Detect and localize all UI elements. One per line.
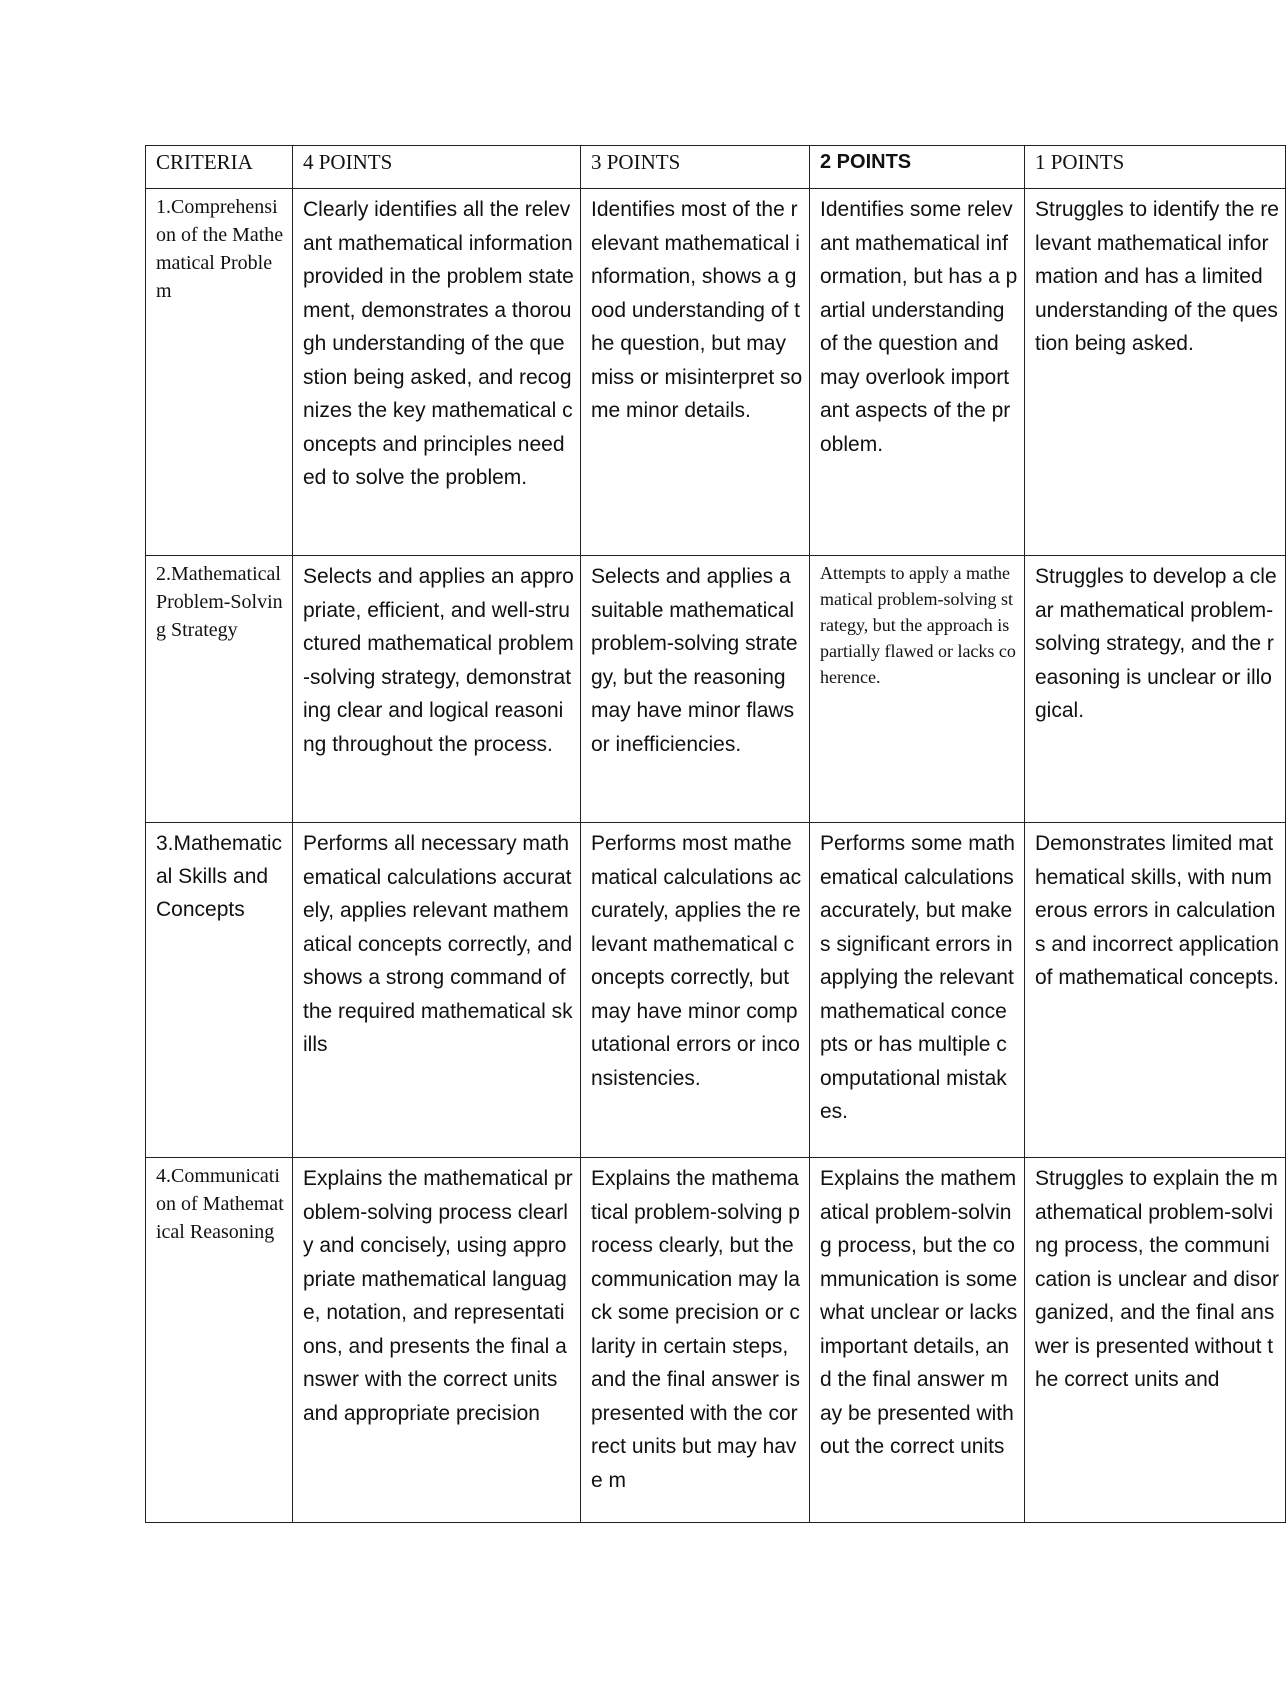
table-row <box>146 823 1286 1158</box>
header-row <box>146 146 1286 189</box>
rubric-table <box>145 145 1286 1523</box>
score-2-cell: Explains the mathematical problem-solving process, but the communication is somewhat unclear or lacks important details, and the final answer may be presented without the correct units <box>810 1158 1025 1523</box>
criteria-cell: 2.Mathematical Problem-Solving Strategy <box>146 556 293 823</box>
header-1-points: 1 POINTS <box>1025 146 1286 189</box>
score-1-cell: Struggles to develop a clear mathematical problem-solving strategy, and the reasoning is unclear or illogical. <box>1025 556 1286 823</box>
score-4-cell: Explains the mathematical problem-solving process clearly and concisely, using appropriate mathematical language, notation, and representations, and presents the final answer with the correct units and appropriate precision <box>293 1158 581 1523</box>
score-3-cell: Explains the mathematical problem-solving process clearly, but the communication may lack some precision or clarity in certain steps, and the final answer is presented with the correct units but may have m <box>581 1158 810 1523</box>
score-2-cell: Identifies some relevant mathematical information, but has a partial understanding of the question and may overlook important aspects of the problem. <box>810 189 1025 556</box>
score-4-cell: Performs all necessary mathematical calculations accurately, applies relevant mathematical concepts correctly, and shows a strong command of the required mathematical skills <box>293 823 581 1158</box>
score-3-cell: Identifies most of the relevant mathematical information, shows a good understanding of the question, but may miss or misinterpret some minor details. <box>581 189 810 556</box>
score-4-cell: Clearly identifies all the relevant mathematical information provided in the problem statement, demonstrates a thorough understanding of the question being asked, and recognizes the key mathematical concepts and principles needed to solve the problem. <box>293 189 581 556</box>
table-row <box>146 1158 1286 1523</box>
header-4-points: 4 POINTS <box>293 146 581 189</box>
criteria-cell: 1.Comprehension of the Mathematical Problem <box>146 189 293 556</box>
score-1-cell: Demonstrates limited mathematical skills, with numerous errors in calculations and incorrect application of mathematical concepts. <box>1025 823 1286 1158</box>
header-criteria: CRITERIA <box>146 146 293 189</box>
score-1-cell: Struggles to identify the relevant mathematical information and has a limited understanding of the question being asked. <box>1025 189 1286 556</box>
score-2-cell: Attempts to apply a mathematical problem-solving strategy, but the approach is partially flawed or lacks coherence. <box>810 556 1025 823</box>
score-4-cell: Selects and applies an appropriate, efficient, and well-structured mathematical problem-solving strategy, demonstrating clear and logical reasoning throughout the process. <box>293 556 581 823</box>
score-1-cell: Struggles to explain the mathematical problem-solving process, the communication is unclear and disorganized, and the final answer is presented without the correct units and <box>1025 1158 1286 1523</box>
header-2-points: 2 POINTS <box>810 146 1025 189</box>
score-3-cell: Selects and applies a suitable mathematical problem-solving strategy, but the reasoning may have minor flaws or inefficiencies. <box>581 556 810 823</box>
score-3-cell: Performs most mathematical calculations accurately, applies the relevant mathematical concepts correctly, but may have minor computational errors or inconsistencies. <box>581 823 810 1158</box>
score-2-cell: Performs some mathematical calculations accurately, but makes significant errors in applying the relevant mathematical concepts or has multiple computational mistakes. <box>810 823 1025 1158</box>
table-row <box>146 556 1286 823</box>
criteria-cell: 3.Mathematical Skills and Concepts <box>146 823 293 1158</box>
header-3-points: 3 POINTS <box>581 146 810 189</box>
table-row <box>146 189 1286 556</box>
criteria-cell: 4.Communication of Mathematical Reasoning <box>146 1158 293 1523</box>
